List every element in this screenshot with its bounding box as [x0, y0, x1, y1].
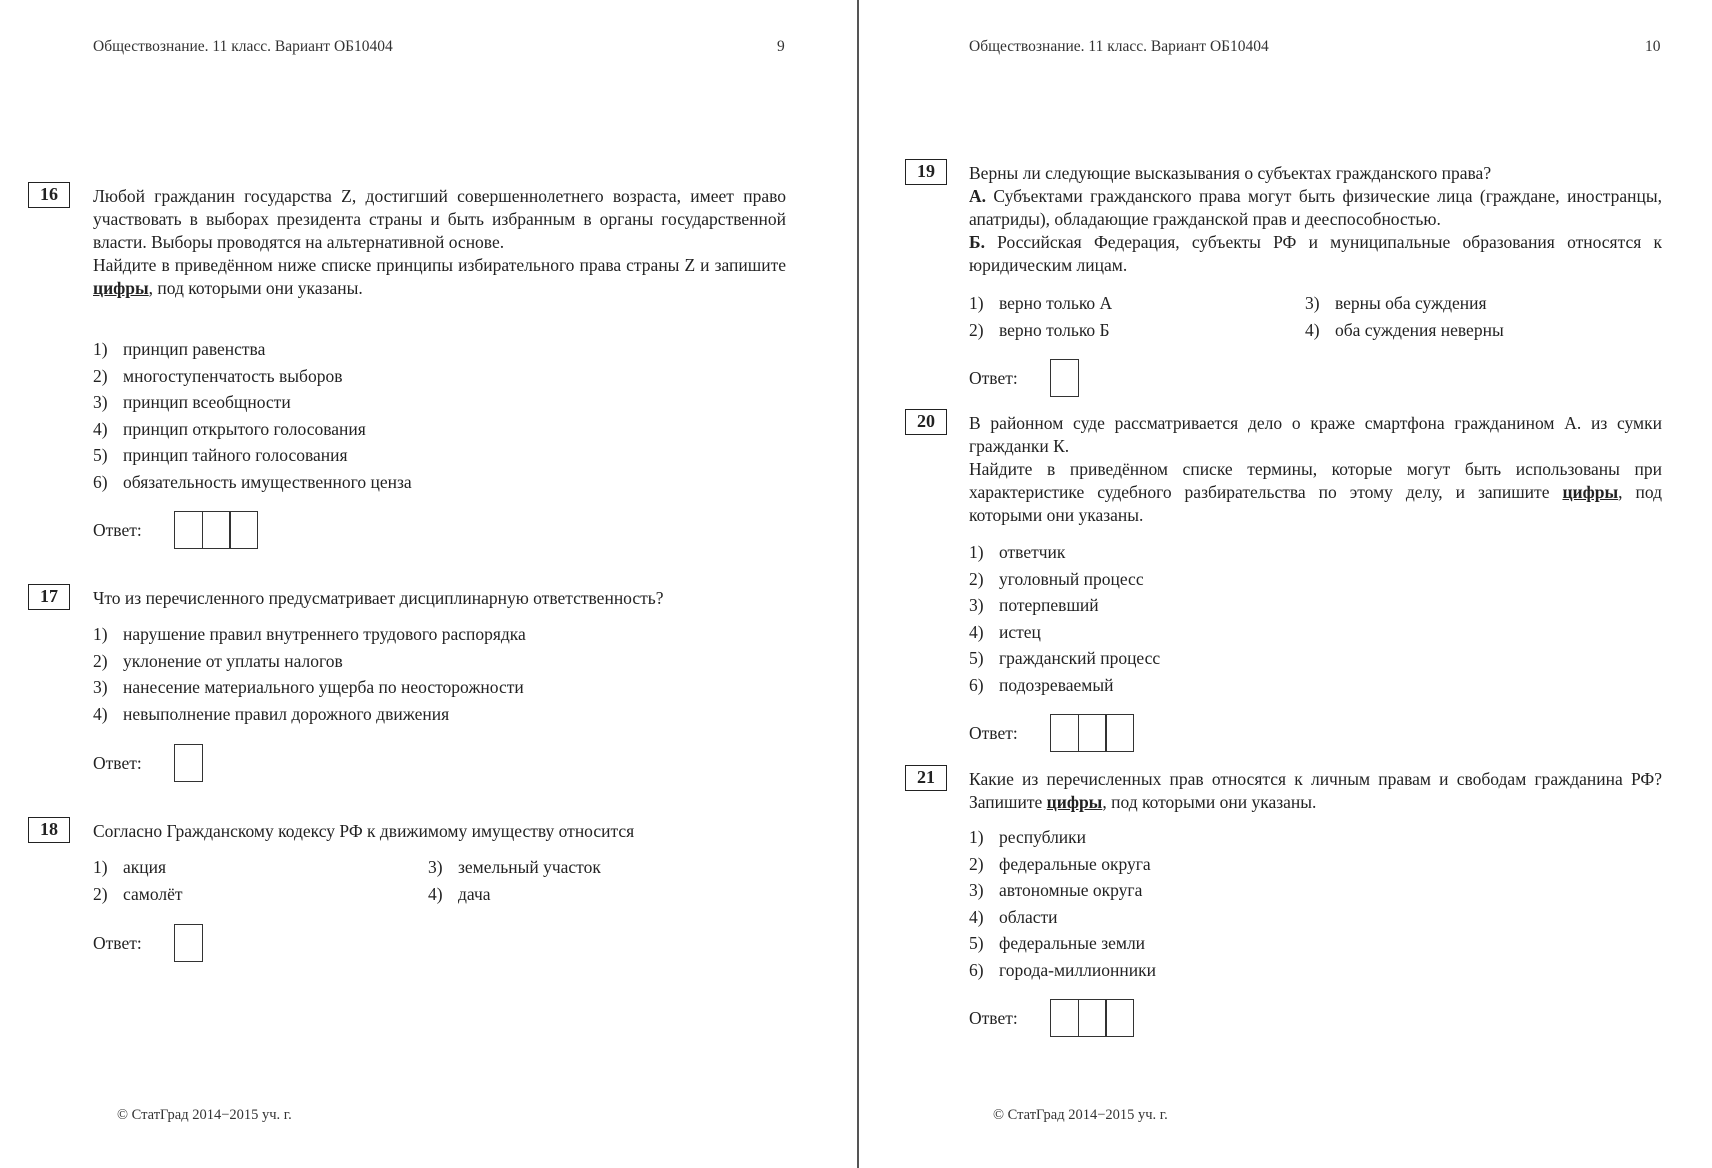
- option-item: 1) республики: [969, 827, 1087, 847]
- answer-box[interactable]: [229, 511, 258, 549]
- answer-box[interactable]: [1050, 359, 1079, 397]
- answer-box[interactable]: [1105, 999, 1134, 1037]
- question-number-17: 17: [28, 584, 70, 610]
- answer-label: Ответ:: [969, 1008, 1018, 1028]
- answer-row-17: [93, 744, 142, 782]
- answer-box[interactable]: [174, 744, 203, 782]
- question-16-paragraph-2: Найдите в приведённом ниже списке принципы избирательного права страны Z и запишите цифры, под которыми они указаны.: [93, 255, 786, 298]
- option-item: 2) верно только Б: [969, 319, 1110, 340]
- page-header: Обществознание. 11 класс. Вариант ОБ10404: [93, 38, 393, 55]
- answer-box[interactable]: [1050, 714, 1079, 752]
- right-page: [859, 0, 1712, 1168]
- answer-boxes: [174, 924, 202, 962]
- answer-row-19: [969, 359, 1018, 397]
- question-16-text: [93, 185, 786, 300]
- question-16-options: [93, 336, 412, 495]
- option-item: 3) принцип всеобщности: [93, 392, 291, 412]
- option-item: 2) федеральные округа: [969, 853, 1151, 874]
- option-item: 2) многоступенчатость выборов: [93, 365, 343, 386]
- answer-box[interactable]: [1105, 714, 1134, 752]
- option-item: 3) верны оба суждения: [1305, 293, 1487, 313]
- option-item: 3) автономные округа: [969, 880, 1143, 900]
- option-item: 2) уголовный процесс: [969, 568, 1144, 589]
- answer-row-18: [93, 924, 142, 962]
- option-item: 4) области: [969, 906, 1058, 927]
- question-20-paragraph-2: Найдите в приведённом списке термины, которые могут быть использованы при характеристике судебного разбирательства по этому делу, и запишите цифры, под которыми они указаны.: [969, 459, 1663, 525]
- page-footer: © СтатГрад 2014−2015 уч. г.: [993, 1107, 1168, 1123]
- question-19-options: [969, 290, 1659, 344]
- question-19-text: [969, 162, 1662, 277]
- answer-box[interactable]: [1050, 999, 1079, 1037]
- statement-a: А. Субъектами гражданского права могут быть физические лица (граждане, иностранцы, апатриды), обладающие гражданской прав и дееспособностью.: [969, 186, 1662, 229]
- option-item: 1) верно только А: [969, 293, 1113, 313]
- statement-b: Б. Российская Федерация, субъекты РФ и муниципальные образования относятся к юридическим лицам.: [969, 232, 1662, 275]
- option-item: 4) принцип открытого голосования: [93, 418, 366, 439]
- answer-label: Ответ:: [93, 520, 142, 540]
- page-header: Обществознание. 11 класс. Вариант ОБ10404: [969, 38, 1269, 55]
- answer-box[interactable]: [1078, 714, 1107, 752]
- question-number-18: 18: [28, 817, 70, 843]
- answer-boxes: [174, 511, 257, 549]
- page-number: 10: [1645, 38, 1661, 55]
- option-item: 5) принцип тайного голосования: [93, 445, 348, 465]
- option-item: 6) подозреваемый: [969, 674, 1114, 695]
- question-18-text: Согласно Гражданскому кодексу РФ к движимому имуществу относится: [93, 821, 635, 841]
- option-item: 1) принцип равенства: [93, 339, 266, 359]
- answer-boxes: [1050, 999, 1133, 1037]
- question-20-text: [969, 412, 1662, 527]
- option-item: 6) обязательность имущественного ценза: [93, 471, 412, 492]
- option-item: 1) акция: [93, 857, 167, 877]
- option-item: 4) оба суждения неверны: [1305, 319, 1504, 340]
- answer-box[interactable]: [1078, 999, 1107, 1037]
- question-20-options: [969, 539, 1160, 698]
- question-18-options: [93, 854, 693, 908]
- option-item: 5) федеральные земли: [969, 933, 1146, 953]
- option-item: 1) нарушение правил внутреннего трудового распорядка: [93, 624, 526, 644]
- question-16-paragraph-1: Любой гражданин государства Z, достигший совершеннолетнего возраста, имеет право участвовать в выборах президента страны и быть избранным в органы государственной власти. Выборы проводятся на альтернативной основе.: [93, 186, 786, 252]
- answer-row-21: [969, 999, 1018, 1037]
- answer-label: Ответ:: [93, 933, 142, 953]
- answer-boxes: [174, 744, 202, 782]
- option-item: 3) нанесение материального ущерба по неосторожности: [93, 677, 524, 697]
- question-number-19: 19: [905, 159, 947, 185]
- page-number: 9: [777, 38, 785, 55]
- option-item: 3) земельный участок: [428, 857, 601, 877]
- digits-emphasis: цифры: [1046, 792, 1103, 812]
- answer-boxes: [1050, 359, 1078, 397]
- answer-box[interactable]: [202, 511, 231, 549]
- digits-emphasis: цифры: [93, 278, 149, 298]
- page-footer: © СтатГрад 2014−2015 уч. г.: [117, 1107, 292, 1123]
- option-item: 3) потерпевший: [969, 595, 1099, 615]
- digits-emphasis: цифры: [1562, 482, 1619, 502]
- question-21-text: Какие из перечисленных прав относятся к личным правам и свободам гражданина РФ? Запишите цифры, под которыми они указаны.: [969, 769, 1662, 812]
- question-19-intro: Верны ли следующие высказывания о субъектах гражданского права?: [969, 163, 1492, 183]
- answer-row-16: [93, 511, 142, 549]
- question-20-paragraph-1: В районном суде рассматривается дело о краже смартфона гражданином А. из сумки гражданки К.: [969, 413, 1662, 456]
- option-item: 4) истец: [969, 621, 1041, 642]
- answer-box[interactable]: [174, 924, 203, 962]
- question-17-options: [93, 621, 526, 727]
- question-number-21: 21: [905, 765, 947, 791]
- option-item: 1) ответчик: [969, 542, 1066, 562]
- option-item: 5) гражданский процесс: [969, 648, 1161, 668]
- answer-row-20: [969, 714, 1018, 752]
- answer-box[interactable]: [174, 511, 203, 549]
- option-item: 2) самолёт: [93, 883, 183, 904]
- option-item: 4) дача: [428, 883, 491, 904]
- answer-label: Ответ:: [969, 723, 1018, 743]
- question-number-20: 20: [905, 409, 947, 435]
- option-item: 6) города-миллионники: [969, 959, 1156, 980]
- question-17-text: Что из перечисленного предусматривает дисциплинарную ответственность?: [93, 588, 664, 608]
- question-21-options: [969, 824, 1156, 983]
- question-number-16: 16: [28, 182, 70, 208]
- answer-label: Ответ:: [93, 753, 142, 773]
- answer-label: Ответ:: [969, 368, 1018, 388]
- option-item: 2) уклонение от уплаты налогов: [93, 650, 343, 671]
- answer-boxes: [1050, 714, 1133, 752]
- option-item: 4) невыполнение правил дорожного движения: [93, 703, 450, 724]
